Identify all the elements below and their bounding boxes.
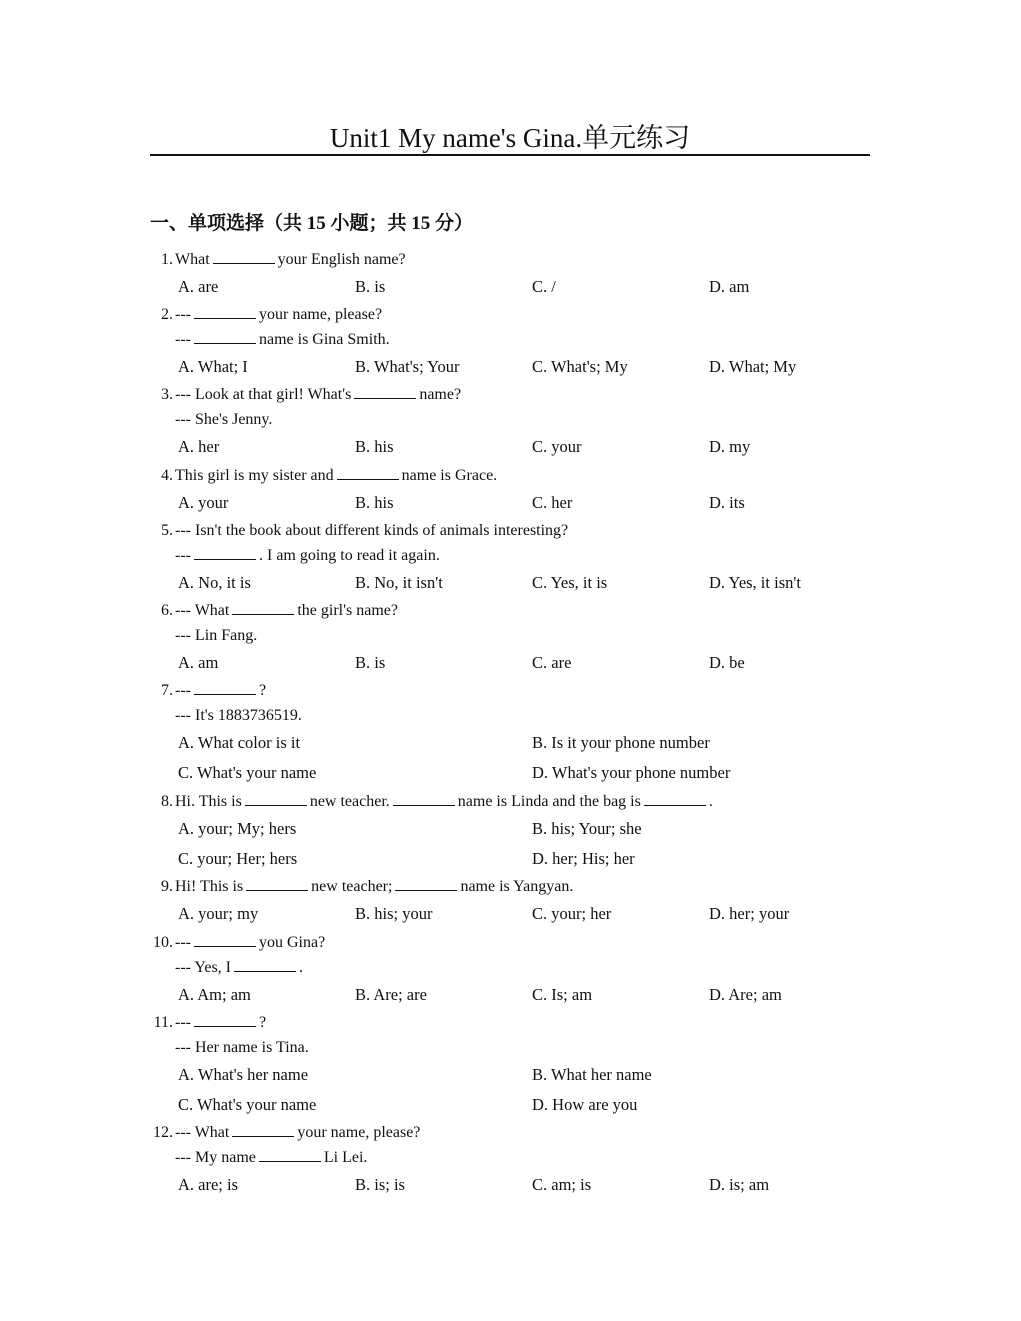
option-a: A. am <box>178 653 219 672</box>
option-d: D. is; am <box>709 1175 770 1194</box>
answer-blank <box>644 790 706 806</box>
answer-blank <box>393 790 455 806</box>
option-d: D. my <box>709 437 751 456</box>
options-row <box>150 844 870 874</box>
answer-blank <box>194 328 256 344</box>
question-number: 10. <box>153 934 173 951</box>
question-text <box>175 1145 367 1170</box>
question-stem-line <box>150 874 870 899</box>
question-text-segment: you Gina? <box>258 934 326 951</box>
options-row <box>150 980 870 1010</box>
options-row <box>150 1090 870 1120</box>
question-text-segment: This girl is my sister and <box>175 467 334 484</box>
answer-blank <box>259 1146 321 1162</box>
option-b: B. Is it your phone number <box>532 733 710 752</box>
option-b: B. his <box>355 493 394 512</box>
question-stem-line <box>150 678 870 703</box>
question-stem-line <box>150 1120 870 1145</box>
options-row <box>150 648 870 678</box>
option-c: C. Is; am <box>532 985 593 1004</box>
option-c: C. What's; My <box>532 357 628 376</box>
question-text <box>175 955 303 980</box>
option-c: C. your; her <box>532 904 612 923</box>
option-d: D. her; your <box>709 904 790 923</box>
question-number: 9. <box>161 878 173 895</box>
answer-blank <box>194 303 256 319</box>
option-a: A. What; I <box>178 357 248 376</box>
question-stem-line <box>150 1035 870 1060</box>
question-text-segment: --- <box>175 682 191 699</box>
answer-blank <box>194 544 256 560</box>
option-c: C. are <box>532 653 572 672</box>
option-c: C. What's your name <box>178 1095 317 1114</box>
answer-blank <box>234 956 296 972</box>
option-b: B. What her name <box>532 1065 652 1084</box>
option-d: D. her; His; her <box>532 849 635 868</box>
question-1 <box>150 247 870 302</box>
question-text-segment: --- <box>175 331 191 348</box>
option-d: D. am <box>709 277 750 296</box>
question-text <box>175 1010 266 1035</box>
question-text-segment: the girl's name? <box>297 602 398 619</box>
question-text <box>175 1035 309 1060</box>
option-d: D. What's your phone number <box>532 763 731 782</box>
question-text-segment: --- <box>175 547 191 564</box>
option-a: A. No, it is <box>178 573 251 592</box>
question-text <box>175 1120 420 1145</box>
question-text-segment: name is Grace. <box>401 467 498 484</box>
question-text <box>175 463 497 488</box>
section-heading: 一、单项选择（共 15 小题；共 15 分） <box>150 213 474 234</box>
question-text-segment: your English name? <box>277 251 406 268</box>
question-stem-line <box>150 247 870 272</box>
option-b: B. is; is <box>355 1175 405 1194</box>
answer-blank <box>213 248 275 264</box>
options-row <box>150 432 870 462</box>
question-text-segment: --- <box>175 306 191 323</box>
question-text-segment: --- Her name is Tina. <box>175 1039 309 1056</box>
answer-blank <box>194 1011 256 1027</box>
option-a: A. her <box>178 437 220 456</box>
option-d: D. be <box>709 653 745 672</box>
option-b: B. No, it isn't <box>355 573 443 592</box>
options-row <box>150 899 870 929</box>
question-text <box>175 623 257 648</box>
option-d: D. Are; am <box>709 985 782 1004</box>
question-text-segment: Hi. This is <box>175 793 242 810</box>
question-text <box>175 598 398 623</box>
option-a: A. are; is <box>178 1175 239 1194</box>
question-stem-line <box>150 1010 870 1035</box>
option-c: C. your <box>532 437 582 456</box>
options-row <box>150 1060 870 1090</box>
option-a: A. your <box>178 493 229 512</box>
option-a: A. are <box>178 277 219 296</box>
option-c: C. am; is <box>532 1175 592 1194</box>
question-text <box>175 327 390 352</box>
question-text <box>175 543 440 568</box>
options-row <box>150 1170 870 1200</box>
question-text <box>175 407 272 432</box>
question-7 <box>150 678 870 788</box>
question-text <box>175 247 406 272</box>
question-11 <box>150 1010 870 1120</box>
question-text-segment: ? <box>258 682 267 699</box>
question-text-segment: name? <box>419 386 462 403</box>
option-c: C. her <box>532 493 573 512</box>
title-underline <box>150 154 870 156</box>
answer-blank <box>246 875 308 891</box>
question-text <box>175 874 573 899</box>
question-text <box>175 789 713 814</box>
answer-blank <box>232 599 294 615</box>
option-a: A. Am; am <box>178 985 251 1004</box>
answer-blank <box>232 1121 294 1137</box>
question-stem-line <box>150 703 870 728</box>
options-row <box>150 568 870 598</box>
question-text-segment: --- <box>175 934 191 951</box>
question-text-segment: --- What <box>175 1124 230 1141</box>
question-9 <box>150 874 870 929</box>
question-text-segment: ? <box>258 1014 267 1031</box>
options-row <box>150 814 870 844</box>
question-number: 12. <box>153 1124 173 1141</box>
question-stem-line <box>150 327 870 352</box>
answer-blank <box>337 464 399 480</box>
question-text <box>175 302 382 327</box>
option-a: A. your; my <box>178 904 259 923</box>
question-text-segment: --- Yes, I <box>175 959 231 976</box>
option-c: C. your; Her; hers <box>178 849 298 868</box>
question-text <box>175 703 302 728</box>
question-10 <box>150 930 870 1010</box>
answer-blank <box>354 383 416 399</box>
question-text <box>175 382 461 407</box>
question-text-segment: . <box>708 793 713 810</box>
question-stem-line <box>150 407 870 432</box>
option-d: D. Yes, it isn't <box>709 573 801 592</box>
options-row <box>150 758 870 788</box>
answer-blank <box>245 790 307 806</box>
question-6 <box>150 598 870 678</box>
question-text-segment: --- Look at that girl! What's <box>175 386 352 403</box>
question-text-segment: name is Linda and the bag is <box>457 793 641 810</box>
question-number: 3. <box>161 386 173 403</box>
option-a: A. your; My; hers <box>178 819 297 838</box>
options-row <box>150 728 870 758</box>
question-stem-line <box>150 623 870 648</box>
question-text-segment: Hi! This is <box>175 878 244 895</box>
question-text-segment: --- What <box>175 602 230 619</box>
option-b: B. is <box>355 653 386 672</box>
question-stem-line <box>150 302 870 327</box>
option-d: D. its <box>709 493 745 512</box>
question-text-segment: --- It's 1883736519. <box>175 707 302 724</box>
answer-blank <box>194 679 256 695</box>
question-text-segment: --- She's Jenny. <box>175 411 273 428</box>
question-stem-line <box>150 930 870 955</box>
question-text <box>175 678 266 703</box>
question-text-segment: --- Isn't the book about different kinds of animals interesting? <box>175 522 569 539</box>
question-8 <box>150 789 870 874</box>
page-title: Unit1 My name's Gina.单元练习 <box>329 123 691 153</box>
question-text-segment: new teacher. <box>309 793 390 810</box>
option-b: B. his; your <box>355 904 433 923</box>
option-d: D. What; My <box>709 357 797 376</box>
question-number: 2. <box>161 306 173 323</box>
question-stem-line <box>150 463 870 488</box>
question-12 <box>150 1120 870 1200</box>
question-text-segment: . I am going to read it again. <box>258 547 440 564</box>
question-text-segment: . <box>299 959 303 976</box>
option-c: C. / <box>532 277 556 296</box>
question-text-segment: Li Lei. <box>323 1149 368 1166</box>
option-c: C. What's your name <box>178 763 317 782</box>
question-text-segment: --- <box>175 1014 191 1031</box>
answer-blank <box>194 931 256 947</box>
question-text-segment: your name, please? <box>258 306 383 323</box>
question-text-segment: name is Yangyan. <box>460 878 574 895</box>
question-number: 6. <box>161 602 173 619</box>
option-a: A. What's her name <box>178 1065 309 1084</box>
question-text <box>175 930 325 955</box>
question-text-segment: --- My name <box>175 1149 256 1166</box>
options-row <box>150 272 870 302</box>
question-4 <box>150 463 870 518</box>
options-row <box>150 352 870 382</box>
question-number: 7. <box>161 682 173 699</box>
question-number: 4. <box>161 467 173 484</box>
question-stem-line <box>150 955 870 980</box>
question-text-segment: name is Gina Smith. <box>258 331 390 348</box>
question-number: 5. <box>161 522 173 539</box>
question-text-segment: new teacher; <box>311 878 393 895</box>
option-b: B. his <box>355 437 394 456</box>
option-d: D. How are you <box>532 1095 638 1114</box>
question-number: 11. <box>153 1014 173 1031</box>
option-c: C. Yes, it is <box>532 573 608 592</box>
options-row <box>150 488 870 518</box>
question-3 <box>150 382 870 462</box>
option-b: B. Are; are <box>355 985 427 1004</box>
question-number: 1. <box>161 251 173 268</box>
question-stem-line <box>150 382 870 407</box>
question-stem-line <box>150 789 870 814</box>
question-5 <box>150 518 870 598</box>
option-b: B. What's; Your <box>355 357 460 376</box>
question-stem-line <box>150 543 870 568</box>
option-b: B. is <box>355 277 386 296</box>
question-2 <box>150 302 870 382</box>
question-number: 8. <box>161 793 173 810</box>
question-stem-line <box>150 598 870 623</box>
option-a: A. What color is it <box>178 733 301 752</box>
question-text-segment: What <box>175 251 210 268</box>
question-text <box>175 518 568 543</box>
question-stem-line <box>150 518 870 543</box>
option-b: B. his; Your; she <box>532 819 642 838</box>
question-stem-line <box>150 1145 870 1170</box>
answer-blank <box>395 875 457 891</box>
question-text-segment: your name, please? <box>297 1124 421 1141</box>
question-text-segment: --- Lin Fang. <box>175 627 258 644</box>
